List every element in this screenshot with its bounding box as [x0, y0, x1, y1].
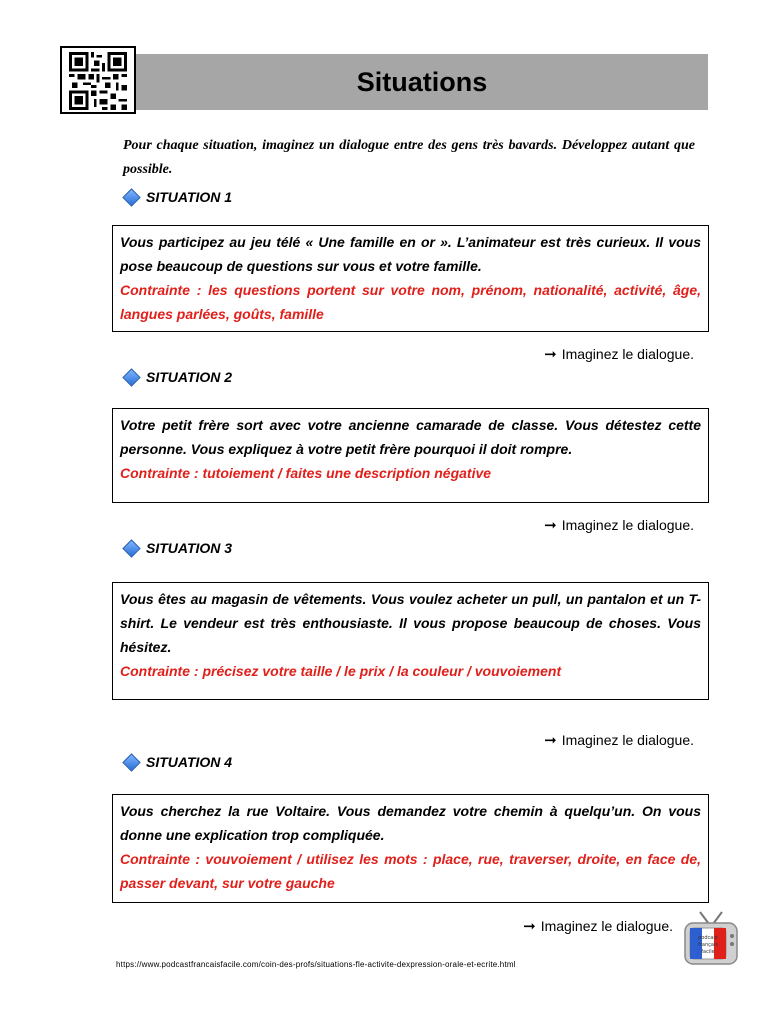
- diamond-bullet-icon: [122, 753, 140, 771]
- svg-text:facile: facile: [701, 949, 715, 955]
- situation-box: [112, 408, 709, 503]
- intro-text: Pour chaque situation, imaginez un dialogue entre des gens très bavards. Développez autant que possible.: [123, 138, 695, 177]
- diamond-bullet-icon: [122, 368, 140, 386]
- instruction: [544, 345, 694, 363]
- instruction-text: Imaginez le dialogue.: [561, 346, 694, 362]
- situation-box: [112, 225, 709, 332]
- footer-url-link[interactable]: https://www.podcastfrancaisfacile.com/coin-des-profs/situations-fle-activite-dexpression-orale-et-ecrite.html: [116, 960, 516, 969]
- situation-box: [112, 794, 709, 903]
- instruction: [544, 731, 694, 749]
- situation-text: Vous êtes au magasin de vêtements. Vous voulez acheter un pull, un pantalon et un T-shirt. Le vendeur est très enthousiaste. Il vous propose beaucoup de choses. Vous hésitez.: [120, 591, 701, 655]
- situation-label: SITUATION 4: [146, 754, 233, 770]
- situation-label: SITUATION 2: [146, 369, 233, 385]
- arrow-right-icon: ➞: [544, 732, 557, 749]
- situation-box: [112, 582, 709, 700]
- constraint-text: Contrainte : précisez votre taille / le prix / la couleur / vouvoiement: [120, 663, 562, 679]
- instruction: [544, 516, 694, 534]
- svg-text:français: français: [698, 942, 718, 948]
- qr-code-icon: [60, 46, 136, 114]
- situation-label: SITUATION 1: [146, 189, 233, 205]
- arrow-right-icon: ➞: [544, 346, 557, 363]
- instruction: [523, 917, 673, 935]
- instruction-text: Imaginez le dialogue.: [561, 732, 694, 748]
- situation-heading: [123, 752, 232, 772]
- instruction-text: Imaginez le dialogue.: [561, 517, 694, 533]
- svg-text:podcast: podcast: [698, 935, 718, 941]
- diamond-bullet-icon: [122, 539, 140, 557]
- title-bar: [136, 54, 708, 110]
- page-title: Situations: [356, 66, 488, 97]
- situation-heading: [123, 538, 232, 558]
- constraint-text: Contrainte : tutoiement / faites une description négative: [120, 465, 492, 481]
- arrow-right-icon: ➞: [523, 918, 536, 935]
- situation-text: Vous cherchez la rue Voltaire. Vous demandez votre chemin à quelqu’un. On vous donne une explication trop compliquée.: [120, 803, 701, 843]
- situation-heading: [123, 187, 232, 207]
- situation-text: Votre petit frère sort avec votre ancienne camarade de classe. Vous détestez cette personne. Vous expliquez à votre petit frère pourquoi il doit rompre.: [120, 417, 701, 457]
- instruction-text: Imaginez le dialogue.: [540, 918, 673, 934]
- situation-heading: [123, 367, 232, 387]
- constraint-text: Contrainte : vouvoiement / utilisez les mots : place, rue, traverser, droite, en face de, passer devant, sur votre gauche: [120, 851, 701, 891]
- diamond-bullet-icon: [122, 188, 140, 206]
- constraint-text: Contrainte : les questions portent sur votre nom, prénom, nationalité, activité, âge, langues parlées, goûts, famille: [120, 282, 701, 322]
- arrow-right-icon: ➞: [544, 517, 557, 534]
- tv-logo-icon: [682, 908, 740, 968]
- situation-text: Vous participez au jeu télé « Une famille en or ». L’animateur est très curieux. Il vous pose beaucoup de questions sur vous et votre famille.: [120, 234, 701, 274]
- situation-label: SITUATION 3: [146, 540, 233, 556]
